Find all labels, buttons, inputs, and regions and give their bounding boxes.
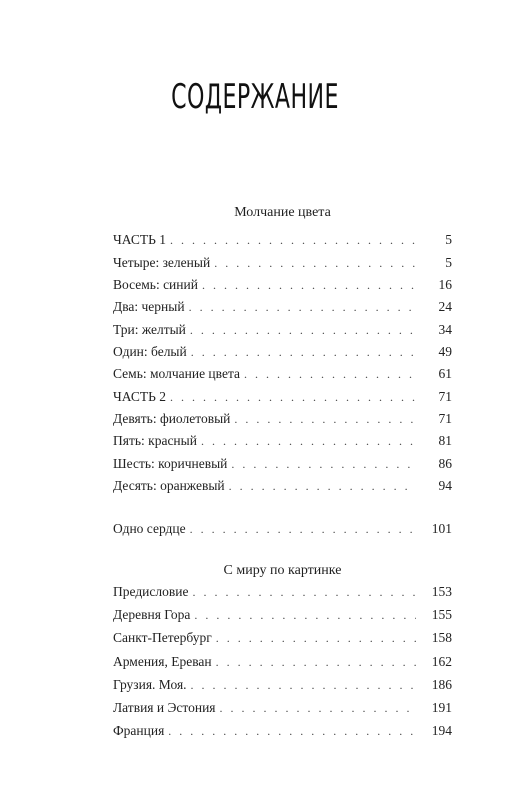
toc-entry[interactable]	[113, 433, 452, 453]
dot-leader	[201, 434, 416, 449]
toc-entry-page: 101	[431, 521, 452, 536]
toc-entry[interactable]	[113, 456, 452, 476]
dot-leader	[202, 278, 416, 293]
toc-entry-title: Девять: фиолетовый	[113, 411, 231, 426]
toc-entry-page: 194	[431, 723, 452, 738]
toc-entry[interactable]	[113, 723, 452, 743]
toc-entry-page: 71	[438, 411, 452, 426]
toc-entry[interactable]	[113, 366, 452, 386]
toc-entry-title: Один: белый	[113, 344, 187, 359]
toc-entry[interactable]	[113, 299, 452, 319]
toc-entry-page: 162	[431, 654, 452, 669]
toc-entry-page: 81	[438, 433, 452, 448]
toc-entry-title: Четыре: зеленый	[113, 255, 211, 270]
dot-leader	[189, 300, 416, 315]
toc-entry-page: 61	[438, 366, 452, 381]
dot-leader	[220, 701, 416, 716]
toc-entry-page: 71	[438, 389, 452, 404]
dot-leader	[229, 479, 416, 494]
toc-entry-page: 24	[438, 299, 452, 314]
toc-entry[interactable]	[113, 654, 452, 674]
section-heading-3: С миру по картинке	[223, 563, 342, 578]
dot-leader	[216, 631, 416, 646]
toc-entry-title: Пять: красный	[113, 433, 197, 448]
toc-entry[interactable]	[113, 630, 452, 650]
toc-entry[interactable]	[113, 232, 452, 252]
toc-entry-page: 94	[438, 478, 452, 493]
toc-entry-page: 49	[438, 344, 452, 359]
dot-leader	[190, 323, 416, 338]
toc-entry-title: Два: черный	[113, 299, 185, 314]
toc-entry[interactable]	[113, 322, 452, 342]
toc-entry-title: ЧАСТЬ 2	[113, 389, 166, 404]
toc-entry-page: 16	[438, 277, 452, 292]
dot-leader	[168, 724, 416, 739]
page-title: СОДЕРЖАНИЕ	[171, 78, 339, 117]
toc-entry-page: 186	[431, 677, 452, 692]
toc-entry-title: ЧАСТЬ 1	[113, 232, 166, 247]
toc-entry-title: Восемь: синий	[113, 277, 198, 292]
dot-leader	[214, 256, 416, 271]
toc-entry-title: Предисловие	[113, 584, 189, 599]
toc-entry[interactable]	[113, 521, 452, 541]
toc-entry-page: 155	[431, 607, 452, 622]
toc-entry-page: 191	[431, 700, 452, 715]
dot-leader	[170, 233, 416, 248]
dot-leader	[216, 655, 416, 670]
toc-entry-title: Семь: молчание цвета	[113, 366, 241, 381]
toc-entry[interactable]	[113, 277, 452, 297]
toc-entry-title: Франция	[113, 723, 165, 738]
toc-entry-page: 34	[438, 322, 452, 337]
toc-entry[interactable]	[113, 677, 452, 697]
toc-entry-title: Три: желтый	[113, 322, 186, 337]
section-heading-1: Молчание цвета	[234, 205, 331, 220]
toc-entry-title: Десять: оранжевый	[113, 478, 225, 493]
toc-entry[interactable]	[113, 478, 452, 498]
dot-leader	[231, 457, 416, 472]
dot-leader	[194, 608, 416, 623]
toc-entry-title: Шесть: коричневый	[113, 456, 228, 471]
toc-entry[interactable]	[113, 700, 452, 720]
dot-leader	[191, 678, 416, 693]
toc-entry-page: 5	[445, 255, 452, 270]
dot-leader	[170, 390, 416, 405]
toc-entry[interactable]	[113, 411, 452, 431]
toc-entry-page: 158	[431, 630, 452, 645]
dot-leader	[190, 522, 416, 537]
toc-entry[interactable]	[113, 607, 452, 627]
toc-entry-title: Деревня Гора	[113, 607, 191, 622]
toc-entry[interactable]	[113, 584, 452, 604]
toc-entry-title: Одно сердце	[113, 521, 186, 536]
toc-entry[interactable]	[113, 389, 452, 409]
toc-entry-page: 153	[431, 584, 452, 599]
toc-entry-page: 86	[438, 456, 452, 471]
toc-entry[interactable]	[113, 344, 452, 364]
toc-entry-title: Санкт-Петербург	[113, 630, 212, 645]
dot-leader	[234, 412, 416, 427]
dot-leader	[192, 585, 416, 600]
toc-entry-page: 5	[445, 232, 452, 247]
toc-entry-title: Армения, Ереван	[113, 654, 212, 669]
dot-leader	[244, 367, 416, 382]
dot-leader	[191, 345, 416, 360]
toc-entry[interactable]	[113, 255, 452, 275]
toc-entry-title: Латвия и Эстония	[113, 700, 216, 715]
toc-entry-title: Грузия. Моя.	[113, 677, 187, 692]
